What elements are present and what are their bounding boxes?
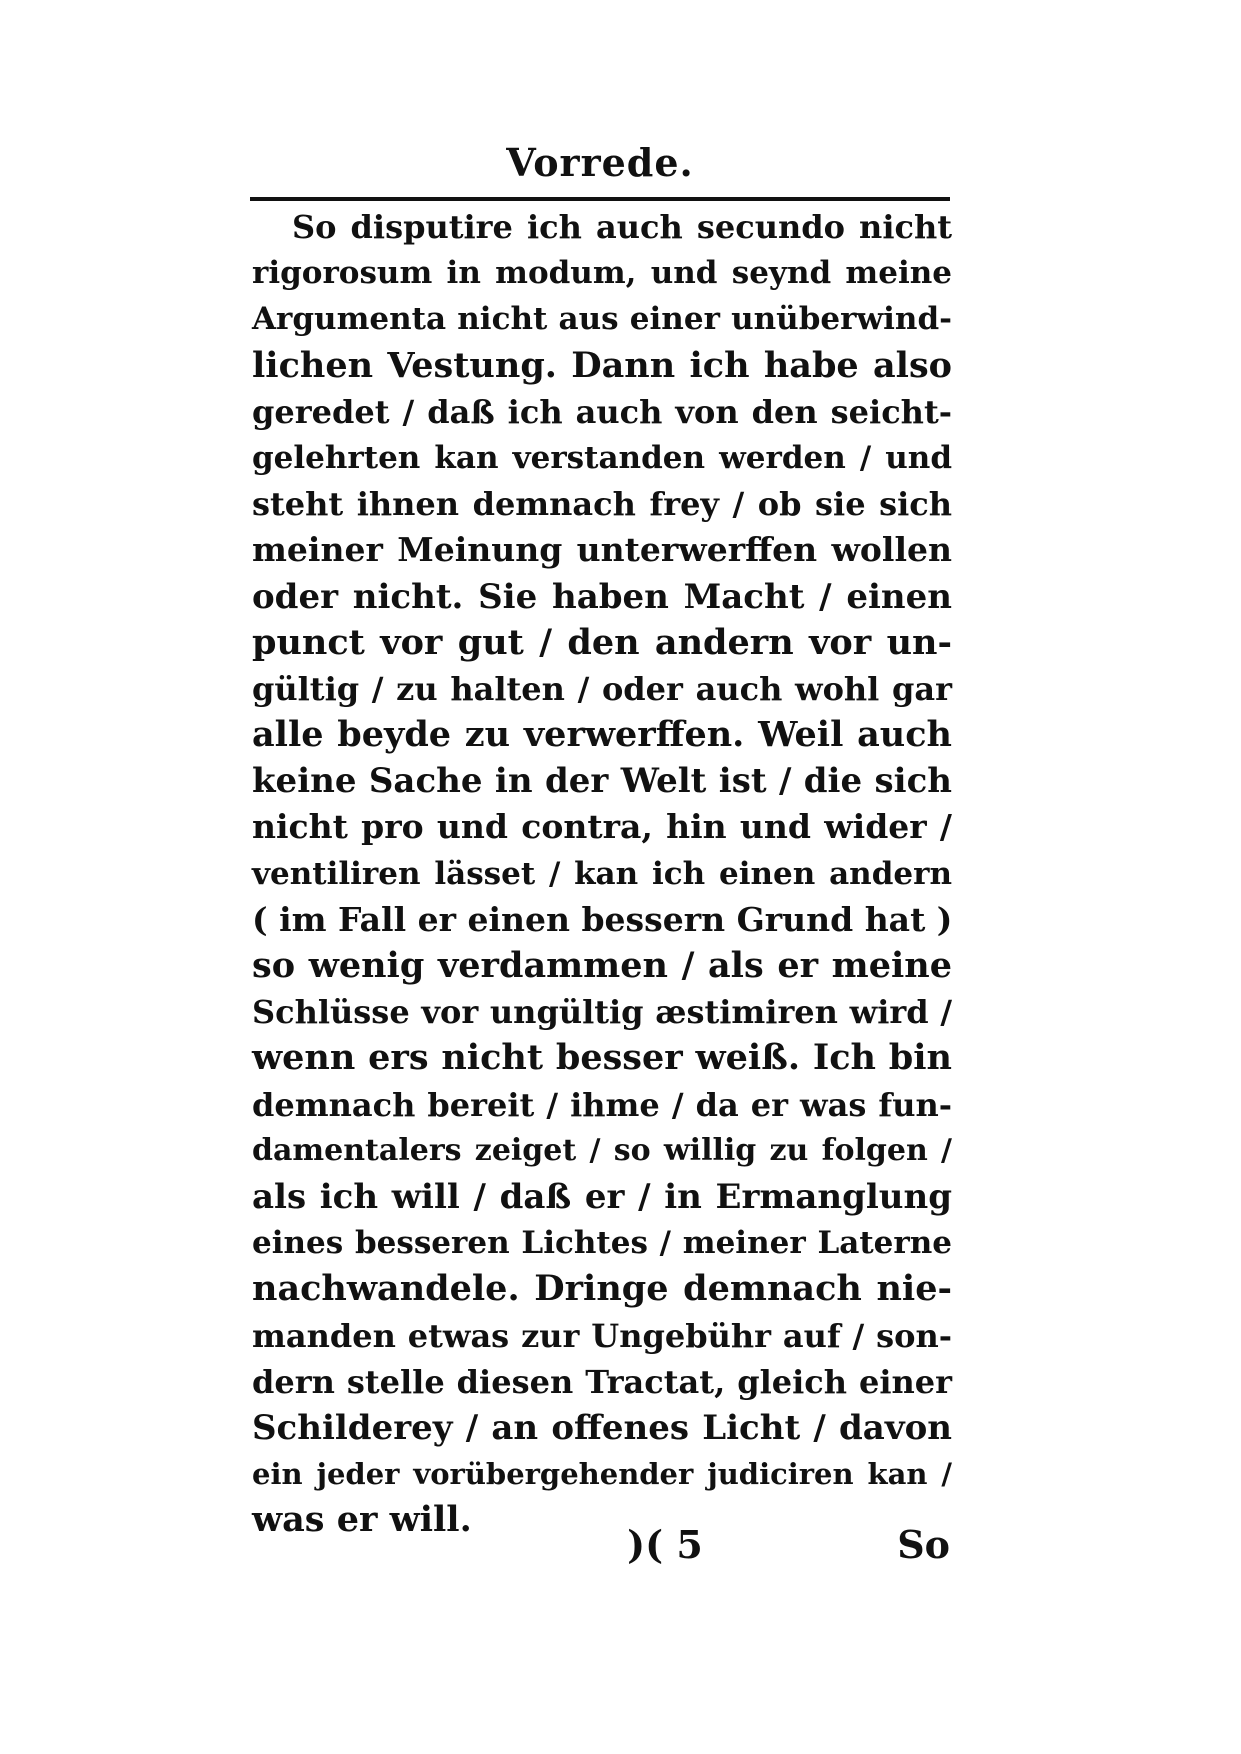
text-line: nicht pro und contra, hin und wider / [252,807,952,847]
text-line: damentalers zeiget / so willig zu folgen / [252,1132,952,1168]
text-line: manden etwas zur Ungebühr auf / son- [252,1316,952,1355]
text-line: gelehrten kan verstanden werden / und [252,439,952,476]
text-line: gültig / zu halten / oder auch wohl gar [252,669,952,708]
text-line: ventiliren lässet / kan ich einen andern [252,855,952,892]
text-line: rigorosum in modum, und seynd meine [252,255,952,292]
text-line: dern stelle diesen Tractat, gleich einer [252,1362,952,1401]
text-line: wenn ers nicht besser weiß. Ich bin [252,1037,952,1079]
text-line: nachwandele. Dringe demnach nie- [252,1268,952,1310]
text-line: als ich will / daß er / in Ermanglung [252,1176,952,1217]
text-line: was er will. [252,1499,472,1541]
text-line: oder nicht. Sie haben Macht / einen [252,576,952,617]
signature-mark: )( 5 [627,1522,703,1567]
page-footer [250,1522,950,1578]
text-line: ( im Fall er einen bessern Grund hat ) [252,899,953,939]
text-line: demnach bereit / ihme / da er was fun- [252,1085,952,1124]
text-line: so wenig verdammen / als er meine [252,945,952,986]
text-line: eines besseren Lichtes / meiner Laterne [252,1225,952,1262]
text-line: So disputire ich auch secundo nicht [292,208,952,246]
text-line: meiner Meinung unterwerffen wollen [252,530,952,570]
body-text [252,204,952,1543]
running-head: Vorrede. [506,140,694,185]
text-line: Schilderey / an offenes Licht / davon [252,1407,952,1448]
text-line: alle beyde zu verwerffen. Weil auch [252,714,952,756]
text-line: lichen Vestung. Dann ich habe also [252,344,952,386]
header-rule [250,197,950,201]
text-line: punct vor gut / den andern vor un- [252,621,952,663]
text-line: Argumenta nicht aus einer unüberwind- [252,301,952,338]
text-line: steht ihnen demnach frey / ob sie sich [252,485,952,524]
text-line: Schlüsse vor ungültig æstimiren wird / [252,993,952,1032]
catchword: So [897,1522,950,1567]
text-line: geredet / daß ich auch von den seicht- [252,392,952,431]
text-line: ein jeder vorübergehender judiciren kan / [252,1457,952,1492]
text-line: keine Sache in der Welt ist / die sich [252,761,952,802]
